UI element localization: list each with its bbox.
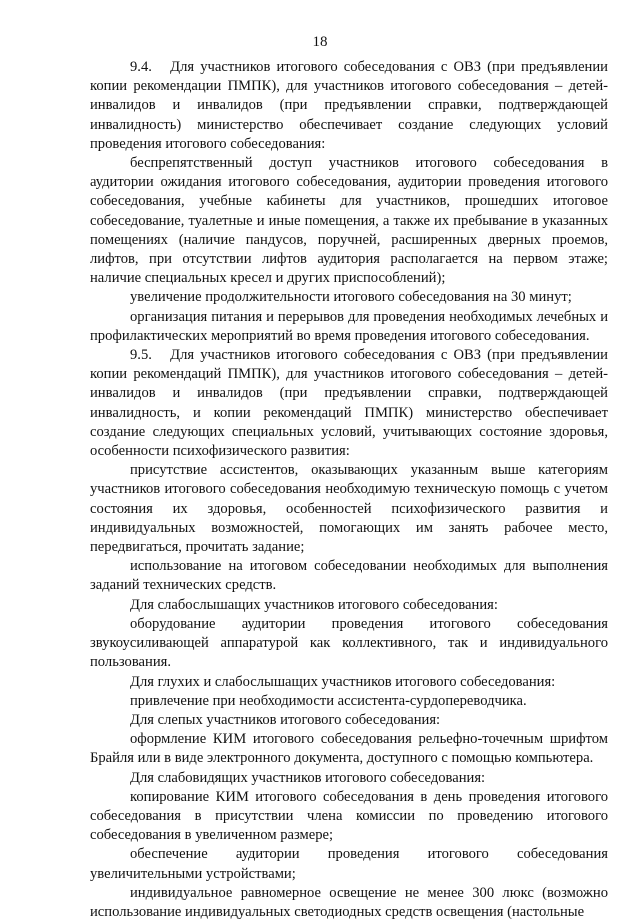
paragraph-9-4: 9.4. Для участников итогового собеседования с ОВЗ (при предъявлении копии рекомендации ПМПК), для участников итогового собеседования – детей-инвалидов и инвалидов (при предъявлении справки, подтверждающей инвалидность) министерство обеспечивает создание следующих условий проведения итогового собеседования:	[90, 59, 608, 152]
paragraph-magnifiers: обеспечение аудитории проведения итогового собеседования увеличительными устройствами;	[90, 846, 608, 882]
heading-hard-of-hearing: Для слабослышащих участников итогового собеседования:	[130, 596, 498, 613]
paragraph-sign-interpreter: привлечение при необходимости ассистента-сурдопереводчика.	[130, 692, 527, 709]
paragraph-enlarged-copy: копирование КИМ итогового собеседования в день проведения итогового собеседования в присутствии члена комиссии по проведению итогового собеседования в увеличенном размере;	[90, 788, 608, 844]
paragraph-meals-breaks: организация питания и перерывов для проведения необходимых лечебных и профилактических мероприятий во время проведения итогового собеседования.	[90, 308, 608, 344]
paragraph-braille: оформление КИМ итогового собеседования рельефно-точечным шрифтом Брайля или в виде электронного документа, доступного с помощью компьютера.	[90, 731, 608, 767]
document-body	[90, 58, 608, 922]
heading-visually-impaired: Для слабовидящих участников итогового собеседования:	[130, 769, 486, 786]
paragraph-sound-amplification: оборудование аудитории проведения итогового собеседования звукоусиливающей аппаратурой как коллективного, так и индивидуального пользования.	[90, 615, 608, 671]
paragraph-9-5: 9.5. Для участников итогового собеседования с ОВЗ (при предъявлении копии рекомендаций ПМПК), для участников итогового собеседования – детей-инвалидов и инвалидов (при предъявлении справки, подтверждающей инвалидность, и копии рекомендаций ПМПК) министерство обеспечивает создание следующих специальных условий, учитывающих состояние здоровья, особенности психофизического развития:	[90, 347, 608, 460]
paragraph-accessible-access: беспрепятственный доступ участников итогового собеседования в аудитории ожидания итогового собеседования, аудитории проведения итогового собеседования, учебные кабинеты для участников, прошедших итоговое собеседование, туалетные и иные помещения, а также их пребывание в указанных помещениях (наличие пандусов, поручней, расширенных дверных проемов, лифтов, при отсутствии лифтов аудитория располагается на первом этаже; наличие специальных кресел и других приспособлений);	[90, 155, 608, 287]
paragraph-extended-time: увеличение продолжительности итогового собеседования на 30 минут;	[130, 289, 572, 306]
paragraph-assistants: присутствие ассистентов, оказывающих указанным выше категориям участников итогового собеседования необходимую техническую помощь с учетом состояния их здоровья, особенностей психофизического развития и индивидуальных возможностей, помогающих им занять рабочее место, передвигаться, прочитать задание;	[90, 462, 608, 556]
heading-deaf: Для глухих и слабослышащих участников итогового собеседования:	[130, 673, 556, 690]
page-number: 18	[312, 34, 328, 50]
heading-blind: Для слепых участников итогового собеседования:	[130, 711, 441, 728]
paragraph-lighting: индивидуальное равномерное освещение не менее 300 люкс (возможно использование индивидуальных светодиодных средств освещения (настольные	[90, 884, 608, 920]
paragraph-technical-means: использование на итоговом собеседовании необходимых для выполнения заданий технических средств.	[90, 558, 608, 594]
